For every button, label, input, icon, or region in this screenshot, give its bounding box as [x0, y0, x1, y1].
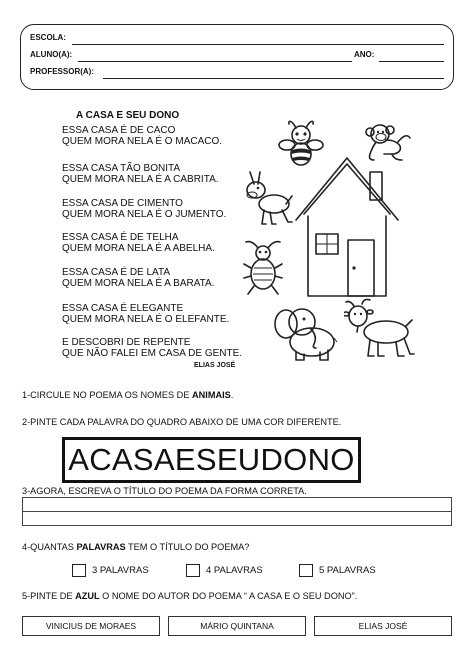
- author-option-vinicius[interactable]: VINICIUS DE MORAES: [22, 616, 160, 636]
- escola-field[interactable]: [72, 44, 444, 45]
- question-4: 4-QUANTAS PALAVRAS TEM O TÍTULO DO POEMA?: [22, 542, 250, 552]
- professor-field[interactable]: [103, 78, 444, 79]
- question-2: 2-PINTE CADA PALAVRA DO QUADRO ABAIXO DE UMA COR DIFERENTE.: [22, 417, 342, 427]
- checkbox-5-palavras[interactable]: [299, 564, 313, 577]
- poem-stanza: ESSA CASA É ELEGANTE QUEM MORA NELA É O ELEFANTE.: [62, 303, 230, 325]
- poem-stanza: ESSA CASA É DE TELHA QUEM MORA NELA É A ABELHA.: [62, 232, 215, 254]
- author-option-mario[interactable]: MÁRIO QUINTANA: [168, 616, 306, 636]
- ano-field[interactable]: [379, 61, 444, 62]
- option-5-palavras: 5 PALAVRAS: [319, 565, 376, 576]
- donkey-icon: [242, 168, 298, 228]
- poem-title: A CASA E SEU DONO: [76, 110, 180, 121]
- poem-stanza: E DESCOBRI DE REPENTE QUE NÃO FALEI EM CASA DE GENTE.: [62, 337, 243, 359]
- poem-stanza: ESSA CASA DE CIMENTO QUEM MORA NELA É O JUMENTO.: [62, 198, 227, 220]
- professor-row: [30, 67, 444, 81]
- aluno-label: ALUNO(A):: [30, 50, 73, 59]
- escola-row: [30, 33, 444, 47]
- poem-stanza: ESSA CASA É DE CACO QUEM MORA NELA É O MACACO.: [62, 125, 223, 147]
- professor-label: PROFESSOR(A):: [30, 67, 94, 76]
- ano-label: ANO:: [354, 50, 375, 59]
- poem-author: ELIAS JOSÉ: [194, 362, 236, 369]
- question-3: 3-AGORA, ESCREVA O TÍTULO DO POEMA DA FORMA CORRETA.: [22, 486, 307, 496]
- aluno-field[interactable]: [78, 61, 352, 62]
- author-option-elias[interactable]: ELIAS JOSÉ: [314, 616, 452, 636]
- answer-lines[interactable]: [22, 497, 452, 526]
- cockroach-icon: [242, 238, 284, 298]
- escola-label: ESCOLA:: [30, 33, 66, 42]
- aluno-row: [30, 50, 444, 64]
- question-1: 1-CIRCULE NO POEMA OS NOMES DE ANIMAIS.: [22, 390, 234, 400]
- option-4-palavras: 4 PALAVRAS: [206, 565, 263, 576]
- option-3-palavras: 3 PALAVRAS: [92, 565, 149, 576]
- house-icon: [294, 150, 400, 300]
- elephant-icon: [272, 302, 338, 364]
- header-box: [20, 24, 454, 90]
- poem-stanza: ESSA CASA É DE LATA QUEM MORA NELA É A BARATA.: [62, 267, 215, 289]
- word-box: ACASAESEUDONO: [62, 437, 361, 483]
- question-5: 5-PINTE DE AZUL O NOME DO AUTOR DO POEMA “ A CASA E O SEU DONO”.: [22, 591, 358, 601]
- checkbox-3-palavras[interactable]: [72, 564, 86, 577]
- goat-icon: [344, 298, 416, 360]
- poem-stanza: ESSA CASA TÃO BONITA QUEM MORA NELA É A CABRITA.: [62, 163, 219, 185]
- checkbox-4-palavras[interactable]: [186, 564, 200, 577]
